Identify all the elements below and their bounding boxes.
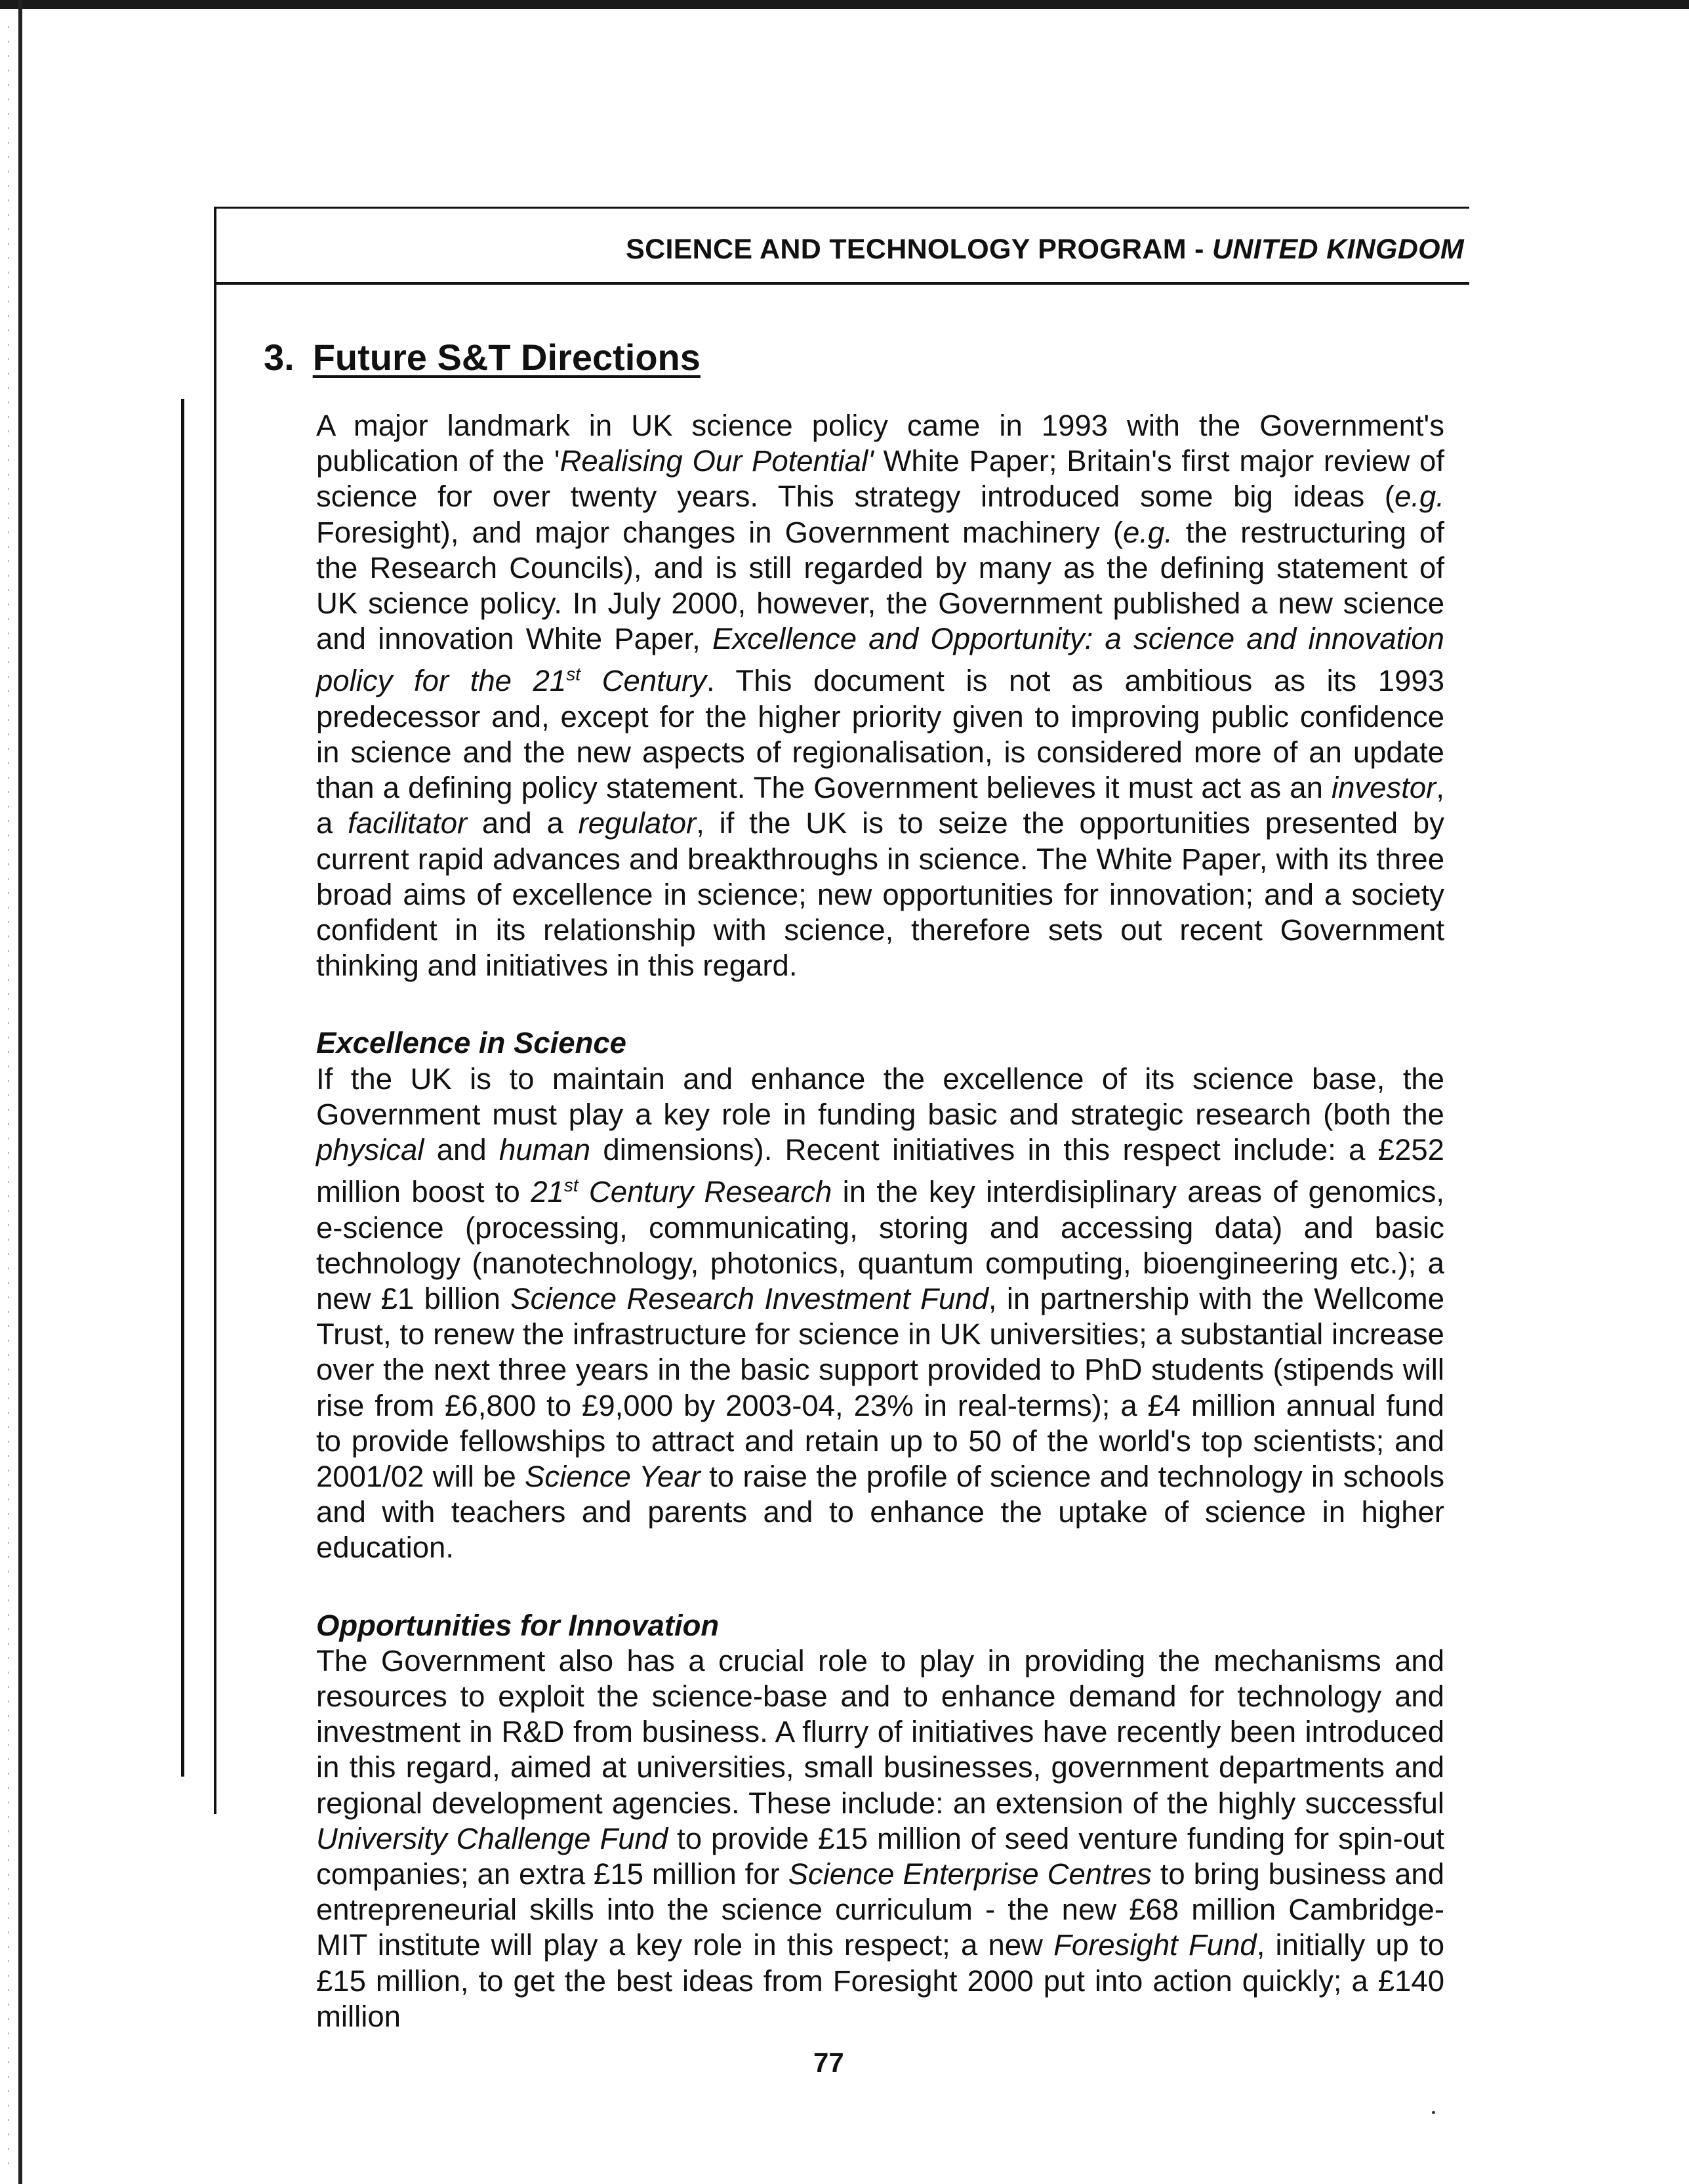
section-title (264, 336, 701, 379)
excellence-text: dimensions). Recent initiatives in this respect include: a £252 million boost to (316, 1133, 1444, 1209)
intro-title-century: Century (580, 664, 706, 698)
scan-left-edge (18, 0, 22, 2184)
intro-text: A major landmark in UK science policy came in 1993 with the Government's publication of the ' (316, 409, 1444, 478)
section-number: 3. (264, 337, 295, 378)
intro-role-facilitator: facilitator (348, 806, 468, 840)
intro-text: , a (316, 771, 1444, 840)
excellence-text: in the key interdisiplinary areas of genomics, e-science (processing, communicating, storing and accessing data) and basic technology (nanotechnology, photonics, quantum computing, bioengineering etc.); a new £1 billion (316, 1175, 1444, 1315)
header-top-rule (214, 207, 1469, 209)
paragraph-gap (316, 983, 1444, 1025)
margin-change-bar (181, 399, 184, 1777)
excellence-21: 21 (531, 1175, 564, 1209)
header-program: SCIENCE AND TECHNOLOGY PROGRAM - (626, 234, 1212, 265)
excellence-science-year: Science Year (525, 1460, 701, 1493)
innovation-text: to provide £15 million of seed venture funding for spin-out companies; an extra £15 million for (316, 1821, 1444, 1891)
header-country: UNITED KINGDOM (1211, 234, 1464, 265)
intro-eg: e.g. (1394, 480, 1444, 514)
excellence-srif: Science Research Investment Fund (510, 1281, 988, 1315)
innovation-ucf: University Challenge Fund (316, 1821, 668, 1855)
innovation-heading: Opportunities for Innovation (316, 1608, 720, 1642)
intro-role-investor: investor (1332, 771, 1436, 805)
intro-title-excellence: Excellence and Opportunity: a science and innovation policy for the 21 (316, 622, 1444, 698)
excellence-physical: physical (316, 1133, 424, 1167)
intro-title-realising: Realising Our Potential' (560, 444, 874, 478)
main-content (316, 408, 1444, 2034)
excellence-text: to raise the profile of science and technology in schools and with teachers and parents and to enhance the uptake of science in higher education. (316, 1460, 1444, 1565)
intro-role-regulator: regulator (578, 806, 697, 840)
innovation-text: , initially up to £15 million, to get the best ideas from Foresight 2000 put into action quickly; a £140 million (316, 1928, 1445, 2033)
intro-superscript: st (566, 664, 580, 685)
innovation-foresight-fund: Foresight Fund (1053, 1928, 1257, 1962)
page-number: 77 (813, 2047, 844, 2078)
innovation-paragraph (316, 1643, 1444, 2034)
excellence-human: human (499, 1133, 591, 1167)
intro-text: . This document is not as ambitious as its 1993 predecessor and, except for the higher priority given to improving public confidence in science and the new aspects of regionalisation, is considered more of an update than a defining policy statement. The Government believes it must act as an (316, 664, 1444, 805)
excellence-text: and (424, 1133, 499, 1167)
intro-paragraph (316, 408, 1444, 983)
innovation-sec: Science Enterprise Centres (788, 1857, 1152, 1891)
excellence-century-research: Century Research (578, 1175, 832, 1209)
excellence-text: If the UK is to maintain and enhance the excellence of its science base, the Government must play a key role in funding basic and strategic research (both the (316, 1061, 1444, 1131)
intro-eg: e.g. (1123, 515, 1173, 549)
running-header (626, 234, 1464, 266)
excellence-heading: Excellence in Science (316, 1026, 626, 1060)
intro-text: and a (467, 806, 579, 840)
intro-text: , if the UK is to seize the opportunities presented by current rapid advances and breakthroughs in science. The White Paper, with its three broad aims of excellence in science; new opportunities for innovation; and a society confident in its relationship with science, therefore sets out recent Government thinking and initiatives in this regard. (316, 806, 1444, 983)
paragraph-gap (316, 1566, 1444, 1608)
excellence-text: , in partnership with the Wellcome Trust, to renew the infrastructure for science in UK universities; a substantial increase over the next three years in the basic support provided to PhD students (stipends will rise from £6,800 to £9,000 by 2003-04, 23% in real-terms); a £4 million annual fund to provide fellowships to attract and retain up to 50 of the world's top scientists; and 2001/02 will be (316, 1281, 1445, 1493)
excellence-superscript: st (563, 1175, 579, 1196)
scan-top-edge (0, 0, 1689, 9)
innovation-text: The Government also has a crucial role to play in providing the mechanisms and resources to exploit the science-base and to enhance demand for technology and investment in R&D from business. A flurry of initiatives have recently been introduced in this regard, aimed at universities, small businesses, government departments and regional development agencies. These include: an extension of the highly successful (316, 1643, 1444, 1820)
header-bottom-rule (214, 282, 1469, 285)
intro-text: the restructuring of the Research Councils), and is still regarded by many as the defining statement of UK science policy. In July 2000, however, the Government published a new science and innovation White Paper, (316, 515, 1445, 656)
scan-speck (1432, 2111, 1435, 2114)
excellence-paragraph (316, 1061, 1444, 1566)
section-title-text: Future S&T Directions (312, 337, 701, 378)
intro-text: White Paper; Britain's first major review of science for over twenty years. This strategy introduced some big ideas ( (316, 444, 1445, 514)
scan-punch-marks (8, 26, 9, 2165)
intro-text: Foresight), and major changes in Government machinery ( (316, 515, 1124, 549)
page-frame-left-rule (214, 207, 216, 1814)
innovation-text: to bring business and entrepreneurial skills into the science curriculum - the new £68 million Cambridge-MIT institute will play a key role in this respect; a new (316, 1857, 1444, 1962)
